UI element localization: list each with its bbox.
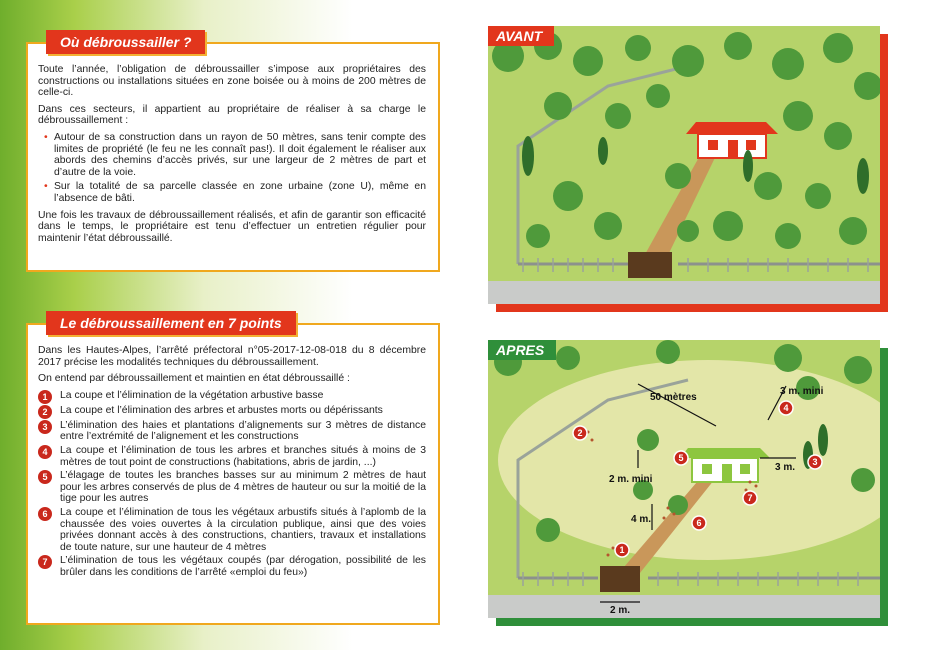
marker-2: [573, 426, 587, 440]
bullet-item: • Autour de sa construction dans un rayon de 50 mètres, sans tenir compte des limites de propriété (le feu ne les connaît pas!). Il doit également le réaliser aux abords des chemins d’accès privés, sur une largeur de 2 mètres de part et d’autre de la voie.: [54, 132, 426, 178]
point-item: [38, 470, 426, 505]
measure-50m: 50 mètres: [650, 392, 697, 403]
avant-scene: [488, 26, 880, 304]
paragraph: Dans les Hautes-Alpes, l’arrêté préfectoral n°05-2017-12-08-018 du 8 décembre 2017 précise les modalités techniques du débroussaillement.: [38, 345, 426, 368]
point-item: [38, 420, 426, 443]
section-body: [38, 345, 426, 581]
svg-text:2: 2: [577, 428, 583, 438]
measure-3m: 3 m.: [775, 462, 796, 473]
measure-2m: 2 m.: [610, 605, 631, 616]
marker-7: [743, 491, 757, 505]
point-item: [38, 555, 426, 578]
point-number: 2: [38, 405, 52, 419]
point-item: [38, 445, 426, 468]
svg-text:6: 6: [696, 518, 702, 528]
apres-scene: [488, 340, 880, 618]
point-number: 4: [38, 445, 52, 459]
measure-3m-mini: 3 m. mini: [780, 386, 824, 397]
section-title: Le débroussaillement en 7 points: [46, 311, 296, 335]
point-item: [38, 507, 426, 553]
measure-4m: 4 m.: [631, 514, 652, 525]
svg-text:5: 5: [678, 453, 684, 463]
point-number: 7: [38, 555, 52, 569]
apres-label: APRES: [488, 340, 556, 360]
point-number: 1: [38, 390, 52, 404]
paragraph: Toute l’année, l’obligation de débroussailler s’impose aux propriétaires des constructions ou installations situées en zone boisée ou à moins de 200 mètres de celle-ci.: [38, 64, 426, 99]
point-text: L’élimination de tous les végétaux coupés (par dérogation, possibilité de les brûler dans les conditions de l’arrêté «emploi du feu»): [60, 555, 426, 578]
avant-illustration: [488, 26, 880, 304]
section-body: [38, 64, 426, 249]
point-item: [38, 390, 426, 403]
paragraph: Une fois les travaux de débroussaillement réalisés, et afin de garantir son efficacité dans le temps, le propriétaire est tenu d’effectuer un entretien régulier pour maintenir l’état débroussaillé.: [38, 209, 426, 244]
marker-5: [674, 451, 688, 465]
point-text: L’élimination des haies et plantations d’alignements sur 3 mètres de distance entre l’extrémité de l’alignement et les constructions: [60, 419, 426, 443]
svg-text:4: 4: [783, 403, 789, 413]
point-text: La coupe et l’élimination des arbres et arbustes morts ou dépérissants: [60, 404, 383, 416]
points-list: [38, 390, 426, 579]
point-item: [38, 405, 426, 418]
marker-6: [692, 516, 706, 530]
point-text: La coupe et l’élimination de la végétation arbustive basse: [60, 389, 324, 401]
svg-text:3: 3: [812, 457, 818, 467]
point-text: La coupe et l’élimination de tous les végétaux arbustifs situés à l’aplomb de la chaussée des voies ouvertes à la circulation publique, ainsi que des voies privées donnant accès à des constructions, chantiers, travaux et installations de toute nature, sur une hauteur de 4 mètres: [60, 506, 426, 553]
avant-label: AVANT: [488, 26, 554, 46]
apres-illustration: [488, 340, 880, 618]
point-number: 5: [38, 470, 52, 484]
bullet-item: • Sur la totalité de sa parcelle classée en zone urbaine (zone U), même en l’absence de bâti.: [54, 181, 426, 204]
svg-text:1: 1: [619, 545, 625, 555]
point-number: 6: [38, 507, 52, 521]
section-7-points: [26, 315, 440, 625]
marker-1: [615, 543, 629, 557]
point-number: 3: [38, 420, 52, 434]
point-text: La coupe et l’élimination de tous les arbres et branches situés à moins de 3 mètres de tout point de constructions (habitations, abris de jardin, ...): [60, 444, 426, 468]
marker-3: [808, 455, 822, 469]
paragraph: On entend par débroussaillement et maintien en état débroussaillé :: [38, 373, 350, 385]
svg-text:7: 7: [747, 493, 753, 503]
measure-2m-mini: 2 m. mini: [609, 474, 653, 485]
bullet-list: [38, 132, 426, 205]
point-text: L’élagage de toutes les branches basses sur au minimum 2 mètres de haut pour les arbres conservés de plus de 4 mètres de hauteur ou sur la moitié de la tige pour les autres: [60, 470, 426, 505]
section-title: Où débroussailler ?: [46, 30, 205, 54]
marker-4: [779, 401, 793, 415]
section-ou-debroussailler: [26, 34, 440, 272]
paragraph: Dans ces secteurs, il appartient au propriétaire de réaliser à sa charge le débroussaillement :: [38, 103, 426, 127]
